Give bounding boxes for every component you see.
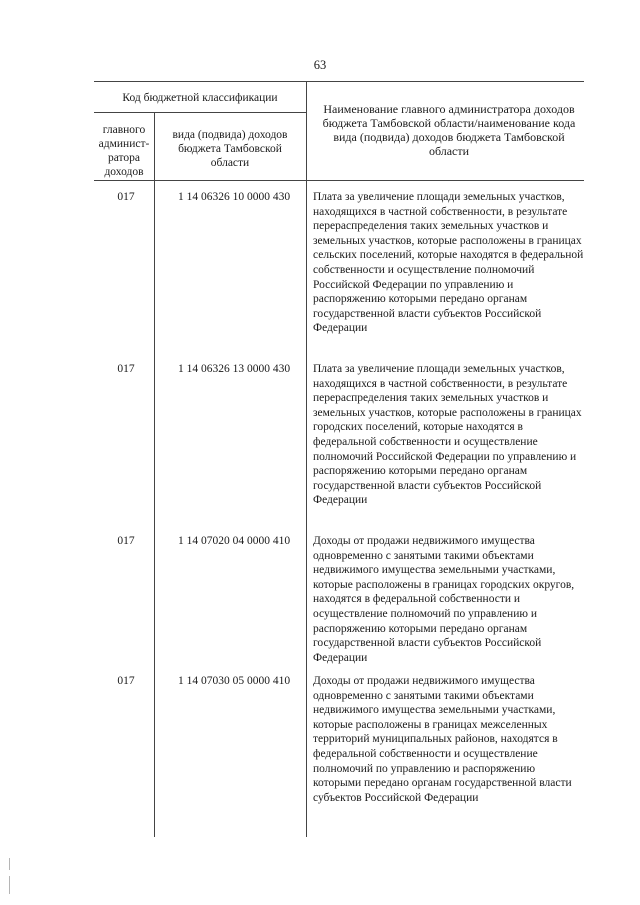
column-divider-1 bbox=[154, 112, 155, 837]
scan-artifact-mark bbox=[9, 858, 10, 870]
row-admin-code: 017 bbox=[117, 675, 135, 687]
header-bottom-border bbox=[94, 180, 584, 181]
row-revenue-name: Плата за увеличение площади земельных участков, находящихся в частной собственности, в результате перераспределения таких земельных участков и земельных участков, которые расположены в границах сельских поселений, которые находятся в федеральной собственности и осуществление полномочий Российской Федерации по управлению и распоряжению которыми передано органам государственной власти субъектов Российской Федерации bbox=[313, 191, 584, 335]
header-group-divider bbox=[94, 112, 306, 113]
table-top-border bbox=[94, 81, 584, 82]
header-kbk-column: вида (подвида) доходов бюджета Тамбовской области bbox=[172, 129, 288, 169]
row-budget-code: 1 14 06326 10 0000 430 bbox=[177, 191, 291, 203]
row-admin-code: 017 bbox=[117, 363, 135, 375]
row-admin-code: 017 bbox=[117, 191, 135, 203]
header-group-title: Код бюджетной классификации bbox=[122, 92, 278, 104]
header-admin-column: главного админист-ратора доходов bbox=[98, 124, 150, 178]
scan-artifact-mark bbox=[9, 876, 10, 894]
row-budget-code: 1 14 07020 04 0000 410 bbox=[177, 535, 291, 547]
row-revenue-name: Доходы от продажи недвижимого имущества одновременно с занятыми такими объектами недвижимого имущества земельными участками, которые расположены в границах межселенных территорий муниципальных районов, находятся в федеральной собственности и осуществление полномочий по управлению и распоряжению которыми передано органам государственной власти субъектов Российской Федерации bbox=[313, 675, 572, 804]
row-budget-code: 1 14 06326 13 0000 430 bbox=[177, 363, 291, 375]
row-revenue-name: Доходы от продажи недвижимого имущества одновременно с занятыми такими объектами недвижимого имущества земельными участками, которые расположены в границах городских округов, находятся в федеральной собственности и осуществление полномочий по управлению и распоряжению которыми передано органам государственной власти субъектов Российской Федерации bbox=[313, 535, 575, 664]
row-admin-code: 017 bbox=[117, 535, 135, 547]
page-number: 63 bbox=[313, 58, 327, 72]
header-name-column: Наименование главного администратора доходов бюджета Тамбовской области/наименование кода вида (подвида) доходов бюджета Тамбовской области bbox=[322, 102, 576, 158]
row-budget-code: 1 14 07030 05 0000 410 bbox=[177, 675, 291, 687]
row-revenue-name: Плата за увеличение площади земельных участков, находящихся в частной собственности, в результате перераспределения таких земельных участков и земельных участков, которые расположены в границах городских поселений, которые находятся в федеральной собственности и осуществление полномочий Российской Федерации по управлению и распоряжению которыми передано органам государственной власти субъектов Российской Федерации bbox=[313, 363, 582, 507]
